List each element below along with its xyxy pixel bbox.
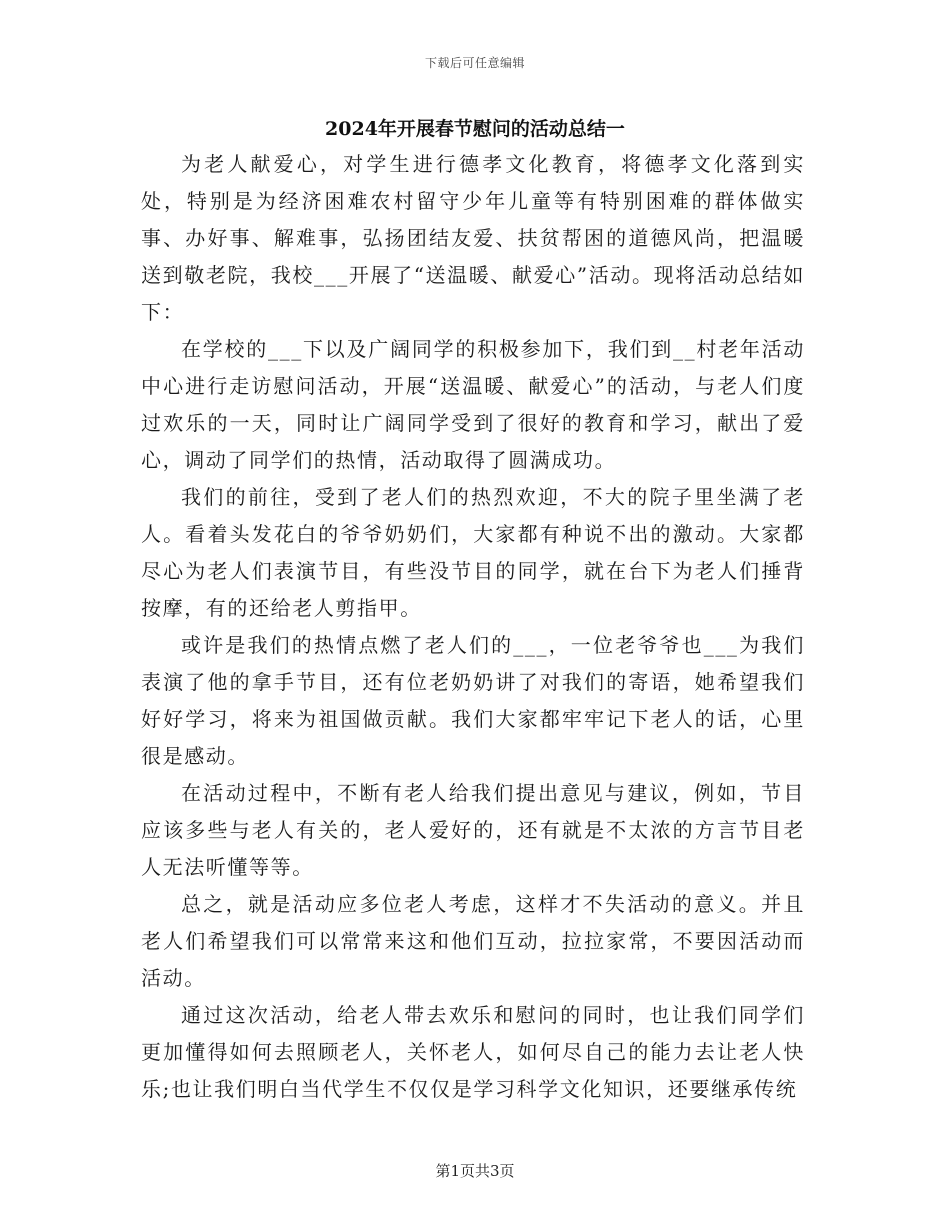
document-title: 2024年开展春节慰问的活动总结一 xyxy=(325,118,625,140)
paragraph-2: 在学校的___下以及广阔同学的积极参加下，我们到__村老年活动中心进行走访慰问活动，开展“送温暖、献爱心”的活动，与老人们度过欢乐的一天，同时让广阔同学受到了很好的教育和学习，献出了爱心，调动了同学们的热情，活动取得了圆满成功。 xyxy=(141,337,805,472)
document-body xyxy=(141,146,805,1108)
paragraph-7: 通过这次活动，给老人带去欢乐和慰问的同时，也让我们同学们更加懂得如何去照顾老人，关怀老人，如何尽自己的能力去让老人快乐;也让我们明白当代学生不仅仅是学习科学文化知识，还要继承传统 xyxy=(141,1003,805,1101)
paragraph-3: 我们的前往，受到了老人们的热烈欢迎，不大的院子里坐满了老人。看着头发花白的爷爷奶奶们，大家都有种说不出的激动。大家都尽心为老人们表演节目，有些没节目的同学，就在台下为老人们捶背按摩，有的还给老人剪指甲。 xyxy=(141,485,805,620)
page-number: 第1页共3页 xyxy=(435,1162,515,1180)
header-note: 下载后可任意编辑 xyxy=(424,56,525,70)
paragraph-1: 为老人献爱心，对学生进行德孝文化教育，将德孝文化落到实处，特别是为经济困难农村留守少年儿童等有特别困难的群体做实事、办好事、解难事，弘扬团结友爱、扶贫帮困的道德风尚，把温暖送到敬老院，我校___开展了“送温暖、献爱心”活动。现将活动总结如下： xyxy=(141,152,805,324)
paragraph-4: 或许是我们的热情点燃了老人们的___，一位老爷爷也___为我们表演了他的拿手节目，还有位老奶奶讲了对我们的寄语，她希望我们好好学习，将来为祖国做贡献。我们大家都牢牢记下老人的话，心里很是感动。 xyxy=(141,633,805,768)
paragraph-5: 在活动过程中，不断有老人给我们提出意见与建议，例如，节目应该多些与老人有关的，老人爱好的，还有就是不太浓的方言节目老人无法听懂等等。 xyxy=(141,781,805,879)
paragraph-6: 总之，就是活动应多位老人考虑，这样才不失活动的意义。并且老人们希望我们可以常常来这和他们互动，拉拉家常，不要因活动而活动。 xyxy=(141,892,805,990)
